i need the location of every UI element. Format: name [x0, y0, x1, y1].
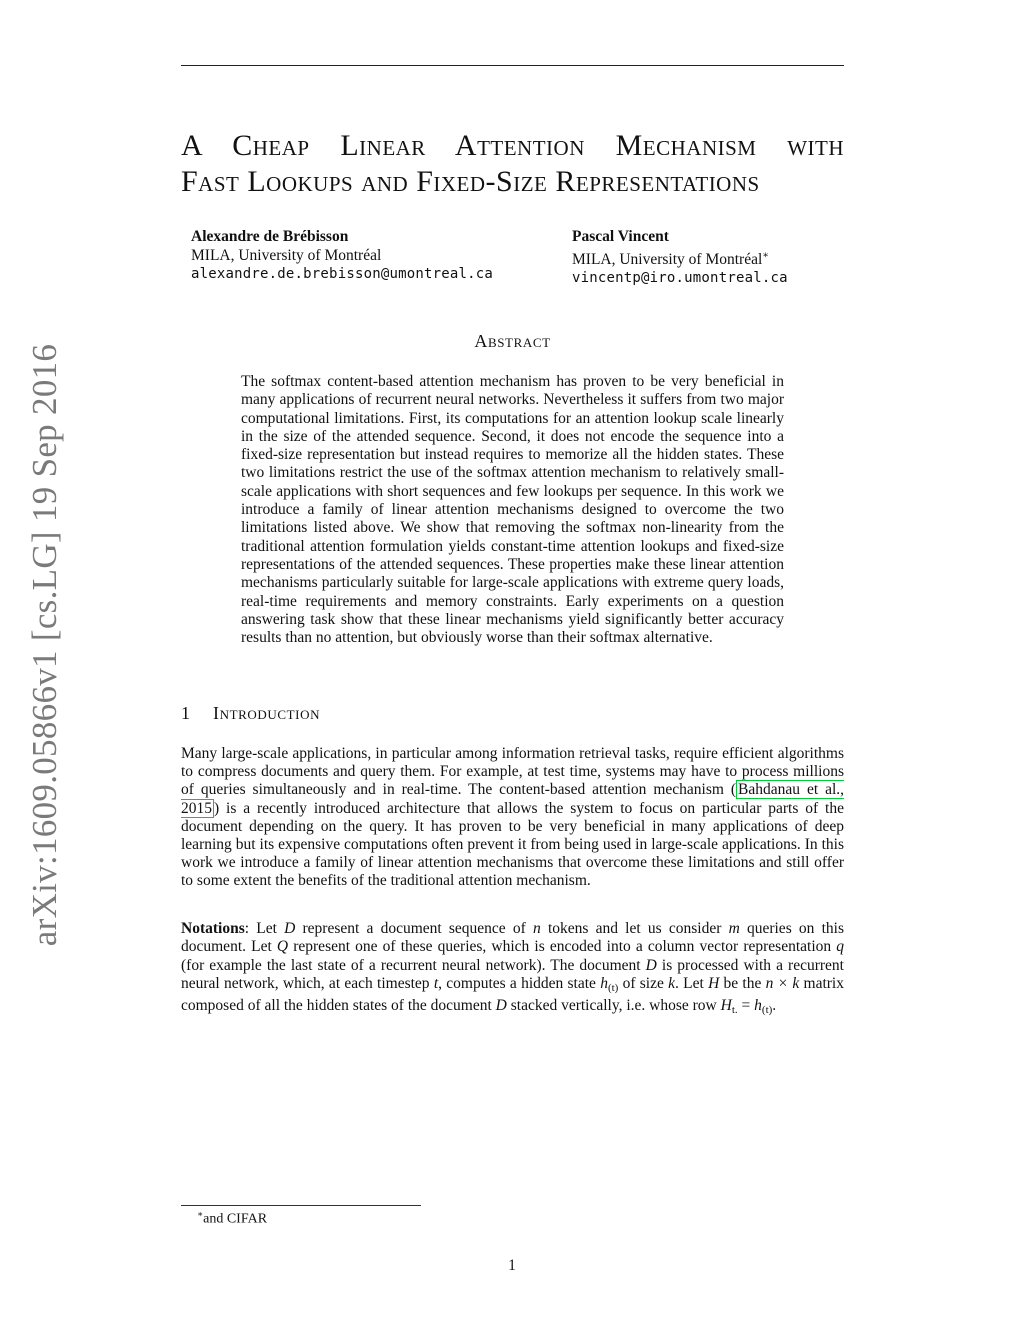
- footnote-mark: ∗: [197, 1209, 204, 1219]
- math-subscript: t.: [731, 1004, 738, 1017]
- author-block-1: [191, 227, 493, 284]
- introduction-paragraph: [181, 745, 844, 891]
- math-D: D: [645, 956, 657, 974]
- text: be the: [719, 974, 766, 992]
- math-m: m: [728, 920, 740, 937]
- text: represent a document sequence of: [295, 920, 533, 937]
- text: matrix composed of all the hidden states of the document: [181, 974, 844, 1015]
- text: : Let: [244, 920, 285, 937]
- arxiv-identifier: arXiv:1609.05866v1 [cs.LG] 19 Sep 2016: [25, 343, 64, 947]
- math-subscript: (t): [607, 981, 619, 994]
- author-name: Pascal Vincent: [572, 228, 669, 245]
- math-q: q: [836, 938, 845, 956]
- page-number: 1: [508, 1257, 516, 1274]
- intro-text-2: ) is a recently introduced architecture that allows the system to focus on particular parts of the document depending on the query. It has proven to be very beneficial in many applications of deep learning but its expensive computations often prevent it from being used in large-scale applications. In this work we introduce a family of linear attention mechanisms that overcome these limitations and still offer to some extent the benefits of the traditional attention mechanism.: [181, 799, 844, 890]
- author-affiliation: MILA, University of Montréal: [191, 247, 382, 264]
- section-number: 1: [181, 703, 191, 723]
- section-title: Introduction: [213, 703, 321, 723]
- author-email: vincentp@iro.umontreal.ca: [572, 270, 788, 287]
- abstract-heading: Abstract: [474, 331, 551, 351]
- text: stacked vertically, i.e. whose row: [506, 997, 721, 1015]
- author-email: alexandre.de.brebisson@umontreal.ca: [191, 266, 494, 282]
- math-subscript: (t): [761, 1004, 773, 1017]
- math-H: H: [720, 997, 732, 1015]
- author-name: Alexandre de Brébisson: [191, 228, 349, 245]
- footnote-text: and CIFAR: [203, 1211, 268, 1227]
- notations-label: Notations: [181, 920, 245, 937]
- text: =: [737, 997, 755, 1015]
- text: of size: [618, 974, 669, 992]
- top-rule: [181, 65, 844, 66]
- intro-text-1: Many large-scale applications, in particular among information retrieval tasks, require efficient algorithms to compress documents and query them. For example, at test time, systems may have to process millions of queries simultaneously and in real-time. The content-based attention mechanism (: [181, 745, 844, 799]
- math-Q: Q: [276, 938, 289, 956]
- footnote: [197, 1209, 267, 1228]
- footnote-rule: [181, 1205, 421, 1206]
- footnote-mark: ∗: [762, 250, 770, 261]
- title-line-2: Fast Lookups and Fixed-Size Representations: [181, 165, 760, 198]
- text: tokens and let us consider: [540, 920, 729, 937]
- math-n: n: [533, 920, 541, 937]
- text: .: [772, 997, 777, 1015]
- text: , computes a hidden state: [438, 974, 601, 992]
- math-D: D: [495, 997, 507, 1015]
- section-heading-introduction: [181, 703, 844, 724]
- text: is processed with a recurrent neural network, which, at each timestep: [181, 956, 844, 992]
- math-H: H: [708, 974, 720, 992]
- math-k: k: [668, 974, 676, 992]
- text: represent one of these queries, which is encoded into a column vector representation: [288, 938, 837, 956]
- math-h: h: [754, 997, 762, 1015]
- math-h: h: [600, 974, 608, 992]
- paper-title: [181, 128, 844, 200]
- notations-paragraph: [181, 920, 844, 1019]
- author-affiliation: [572, 246, 788, 269]
- math-n-times-k: n × k: [765, 974, 800, 992]
- author-affiliation-text: MILA, University of Montréal: [572, 251, 763, 269]
- title-line-1: A Cheap Linear Attention Mechanism with: [181, 129, 844, 162]
- abstract-body: The softmax content-based attention mechanism has proven to be very beneficial in many applications of recurrent neural networks. Nevertheless it suffers from two major computational limitations. First, its computations for an attention lookup scale linearly in the size of the attended sequence. Second, it does not encode the sequence into a fixed-size representation but instead requires to memorize all the hidden states. These two limitations restrict the use of the softmax attention mechanism to relatively small-scale applications with short sequences and few lookups per sequence. In this work we introduce a family of linear attention mechanisms designed to overcome the two limitations listed above. We show that removing the softmax non-linearity from the traditional attention formulation yields constant-time attention lookups and fixed-size representations of the attended sequences. These properties make these linear attention mechanisms particularly suitable for large-scale applications with extreme query loads, real-time requirements and memory constraints. Early experiments on a question answering task show that these linear mechanisms yield significantly better accuracy results than no attention, but obviously worse than their softmax alternative.: [241, 373, 784, 647]
- text: (for example the last state of a recurrent neural network). The document: [181, 956, 646, 974]
- math-D: D: [284, 920, 296, 937]
- text: . Let: [675, 974, 709, 992]
- math-t: t: [433, 974, 439, 992]
- citation-link[interactable]: Bahdanau et al., 2015: [181, 781, 845, 817]
- author-block-2: [572, 227, 788, 288]
- text: queries on this document. Let: [181, 920, 845, 956]
